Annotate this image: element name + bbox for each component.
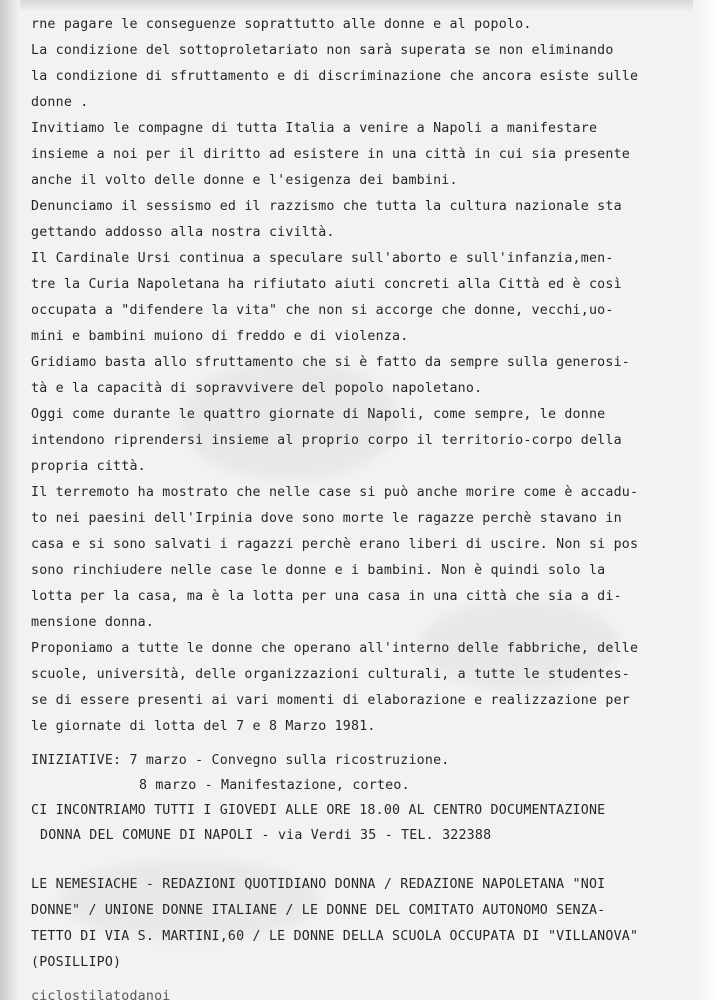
- text-line: La condizione del sottoproletariato non sarà superata se non eliminando: [31, 43, 614, 58]
- text-line: donne .: [31, 95, 89, 110]
- signatory-line: (POSILLIPO): [31, 955, 122, 970]
- footer-note: ciclostilatodanoi: [31, 989, 171, 1000]
- text-line: tre la Curia Napoletana ha rifiutato aiuti concreti alla Città ed è così: [31, 277, 622, 292]
- page-left-shadow: [0, 0, 20, 1000]
- text-line: Il Cardinale Ursi continua a speculare sull'aborto e sull'infanzia,men-: [31, 251, 614, 266]
- text-line: le giornate di lotta del 7 e 8 Marzo 1981.: [31, 719, 376, 734]
- spacer: [31, 848, 696, 872]
- text-line: occupata a "difendere la vita" che non si accorge che donne, vecchi,uo-: [31, 303, 614, 318]
- paragraph: [31, 194, 696, 246]
- paragraph: [31, 480, 696, 636]
- text-line: Proponiamo a tutte le donne che operano all'interno delle fabbriche, delle: [31, 641, 639, 656]
- signatory-line: TETTO DI VIA S. MARTINI,60 / LE DONNE DELLA SCUOLA OCCUPATA DI "VILLANOVA": [31, 929, 639, 944]
- text-line: se di essere presenti ai vari momenti di elaborazione e realizzazione per: [31, 693, 630, 708]
- text-line: tà e la capacità di sopravvivere del popolo napoletano.: [31, 381, 483, 396]
- text-line: insieme a noi per il diritto ad esistere in una città in cui sia presente: [31, 147, 630, 162]
- text-line: lotta per la casa, ma è la lotta per una casa in una città che sia a di-: [31, 589, 622, 604]
- signatory-line: LE NEMESIACHE - REDAZIONI QUOTIDIANO DONNA / REDAZIONE NAPOLETANA "NOI: [31, 877, 606, 892]
- text-line: Gridiamo basta allo sfruttamento che si è fatto da sempre sulla generosi-: [31, 355, 630, 370]
- initiative-line: INIZIATIVE: 7 marzo - Convegno sulla ricostruzione.: [31, 753, 450, 768]
- text-line: anche il volto delle donne e l'esigenza dei bambini.: [31, 173, 458, 188]
- paragraph: [31, 350, 696, 402]
- paragraph: [31, 116, 696, 194]
- text-line: sono rinchiudere nelle case le donne e i bambini. Non è quindi solo la: [31, 563, 606, 578]
- meeting-line: DONNA DEL COMUNE DI NAPOLI - via Verdi 35 - TEL. 322388: [40, 828, 492, 843]
- text-line: mini e bambini muiono di freddo e di violenza.: [31, 329, 409, 344]
- signatory-line: DONNE" / UNIONE DONNE ITALIANE / LE DONNE DEL COMITATO AUTONOMO SENZA-: [31, 903, 606, 918]
- paragraph: [31, 12, 696, 38]
- text-line: Invitiamo le compagne di tutta Italia a venire a Napoli a manifestare: [31, 121, 598, 136]
- text-line: propria città.: [31, 459, 146, 474]
- paragraph: [31, 636, 696, 740]
- text-line: mensione donna.: [31, 615, 155, 630]
- initiatives-section: [31, 748, 696, 848]
- initiative-line: 8 marzo - Manifestazione, corteo.: [139, 778, 410, 793]
- text-line: casa e si sono salvati i ragazzi perchè erano liberi di uscire. Non si pos: [31, 537, 639, 552]
- text-line: Oggi come durante le quattro giornate di Napoli, come sempre, le donne: [31, 407, 606, 422]
- spacer: [31, 976, 696, 984]
- text-line: gettando addosso alla nostra civiltà.: [31, 225, 335, 240]
- page-top-edge: [0, 0, 719, 12]
- meeting-line: CI INCONTRIAMO TUTTI I GIOVEDI ALLE ORE 18.00 AL CENTRO DOCUMENTAZIONE: [31, 803, 606, 818]
- paragraph: [31, 38, 696, 116]
- signatories-section: [31, 872, 696, 976]
- typed-text-body: [31, 12, 696, 1000]
- paragraph: [31, 246, 696, 350]
- text-line: la condizione di sfruttamento e di discriminazione che ancora esiste sulle: [31, 69, 639, 84]
- text-line: intendono riprendersi insieme al proprio corpo il territorio-corpo della: [31, 433, 622, 448]
- text-line: scuole, università, delle organizzazioni culturali, a tutte le studentes-: [31, 667, 630, 682]
- text-line: to nei paesini dell'Irpinia dove sono morte le ragazze perchè stavano in: [31, 511, 622, 526]
- text-line: rne pagare le conseguenze soprattutto alle donne e al popolo.: [31, 17, 532, 32]
- page-right-shadow: [693, 0, 719, 1000]
- text-line: Denunciamo il sessismo ed il razzismo che tutta la cultura nazionale sta: [31, 199, 622, 214]
- paragraph: [31, 402, 696, 480]
- text-line: Il terremoto ha mostrato che nelle case si può anche morire come è accadu-: [31, 485, 639, 500]
- spacer: [31, 740, 696, 748]
